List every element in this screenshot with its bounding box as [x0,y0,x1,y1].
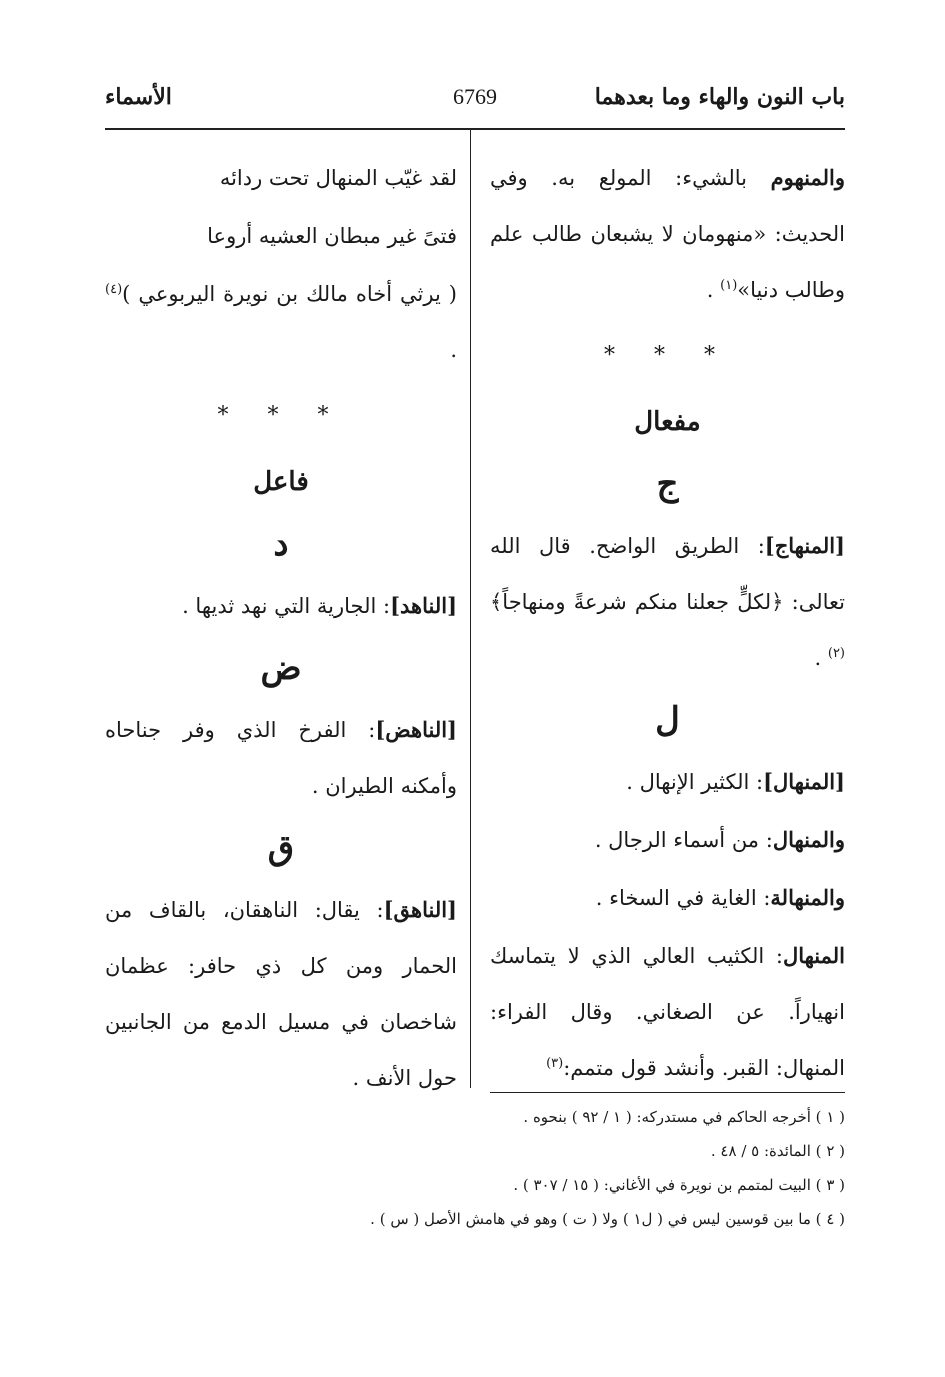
section-separator: * * * [604,343,731,368]
section-title: فاعل [253,467,309,497]
entry-term: [الناهد] [390,593,457,618]
footnote-ref[interactable]: (٢) [827,646,845,661]
page-number: 6769 [453,84,497,109]
entry-minhal-name [490,812,845,868]
entry-term: [المنهال] [763,769,845,794]
verse-line-1: لقد غيّب المنهال تحت ردائه [219,166,457,190]
entry-text: : الجارية التي نهد ثديها . [182,594,391,618]
entry-minhala [490,870,845,926]
letter-heading: د [273,524,289,564]
section-title: مفعال [634,407,701,437]
letter-heading: ل [655,700,680,740]
footnote-2: ( ٢ ) المائدة: ٥ / ٤٨ . [710,1142,845,1160]
entry-term: [الناهض] [375,717,457,742]
entry-term: والمنهال [772,827,845,852]
entry-text: بالشيء: المولع به. وفي الحديث: «منهومان لا يشبعان طالب علم وطالب دنيا» [490,166,845,302]
footnote-1: ( ١ ) أخرجه الحاكم في مستدركه: ( ١ / ٩٢ ) بنحوه . [523,1108,845,1126]
section-separator: * * * [217,403,345,428]
footnote-4: ( ٤ ) ما بين قوسين ليس في ( ل١ ) ولا ( ت ) وهو في هامش الأصل ( س ) . [370,1210,845,1228]
entry-minhaj: [المنهاج]: الطريق الواضح. قال الله تعالى: ﴿لكلٍّ جعلنا منكم شرعةً ومنهاجاً﴾$^{(٢)}$ . [490,533,845,670]
entry-term: والمنهوم [770,165,845,190]
entry-text: : الغاية في السخاء . [595,886,771,910]
column-divider [470,128,471,1088]
footnote-3: ( ٣ ) البيت لمتمم بن نويرة في الأغاني: ( ١٥ / ٣٠٧ ) . [513,1176,845,1194]
entry-text: : الكثيب العالي الذي لا يتماسك انهياراً. عن الصغاني. وقال الفراء: المنهال: القبر. وأنشد قول متمم: [490,944,845,1080]
entry-text: : الكثير الإنهال . [626,770,764,794]
right-column [490,150,845,1098]
footnote-ref[interactable]: (٣) [546,1056,564,1071]
entry-term: والمنهالة [770,885,845,910]
entry-nahiq [105,882,457,1106]
page-header [105,84,845,124]
footnote-ref[interactable]: (٤) [105,282,123,297]
entry-nahid-farkh [105,702,457,814]
footnote-ref[interactable]: (١) [720,278,738,293]
entry-text: : من أسماء الرجال . [594,828,773,852]
letter-heading: ج [656,464,679,504]
footnotes [105,1100,845,1236]
header-rule [105,128,845,130]
entry-minhal-kathib [490,928,845,1096]
entry-text: : الفرخ الذي وفر جناحاه وأمكنه الطيران . [105,718,457,798]
section-heading: الأسماء [105,84,172,110]
entry-term: المنهال [782,943,845,968]
verse-line-2: فتىً غير مبطان العشيه أروعا [207,224,457,248]
entry-manhum: والمنهوم بالشيء: المولع به. وفي الحديث: «منهومان لا يشبعان طالب علم وطالب دنيا»$^{(١)}$ . [490,165,845,302]
letter-heading: ق [267,828,295,868]
entry-term: [الناهق] [383,897,457,922]
verse-note-text: ( يرثي أخاه مالك بن نويرة اليربوعي ) [122,282,457,306]
chapter-title: باب النون والهاء وما بعدهما [594,84,845,110]
entry-text: : الطريق الواضح. قال الله تعالى: ﴿لكلٍّ جعلنا منكم شرعةً ومنهاجاً﴾ [490,534,845,614]
letter-heading: ض [260,648,302,688]
verse-note: ( يرثي أخاه مالك بن نويرة اليربوعي )$^{(٤)}$ . [105,282,457,362]
footnote-rule [490,1092,845,1093]
entry-text: : يقال: الناهقان، بالقاف من الحمار ومن كل ذي حافر: عظمان شاخصان في مسيل الدمع من الجانبين حول الأنف . [105,898,457,1090]
left-column [105,150,457,1108]
entry-minhal [490,754,845,810]
entry-term: [المنهاج] [764,533,845,558]
entry-nahid [105,578,457,634]
